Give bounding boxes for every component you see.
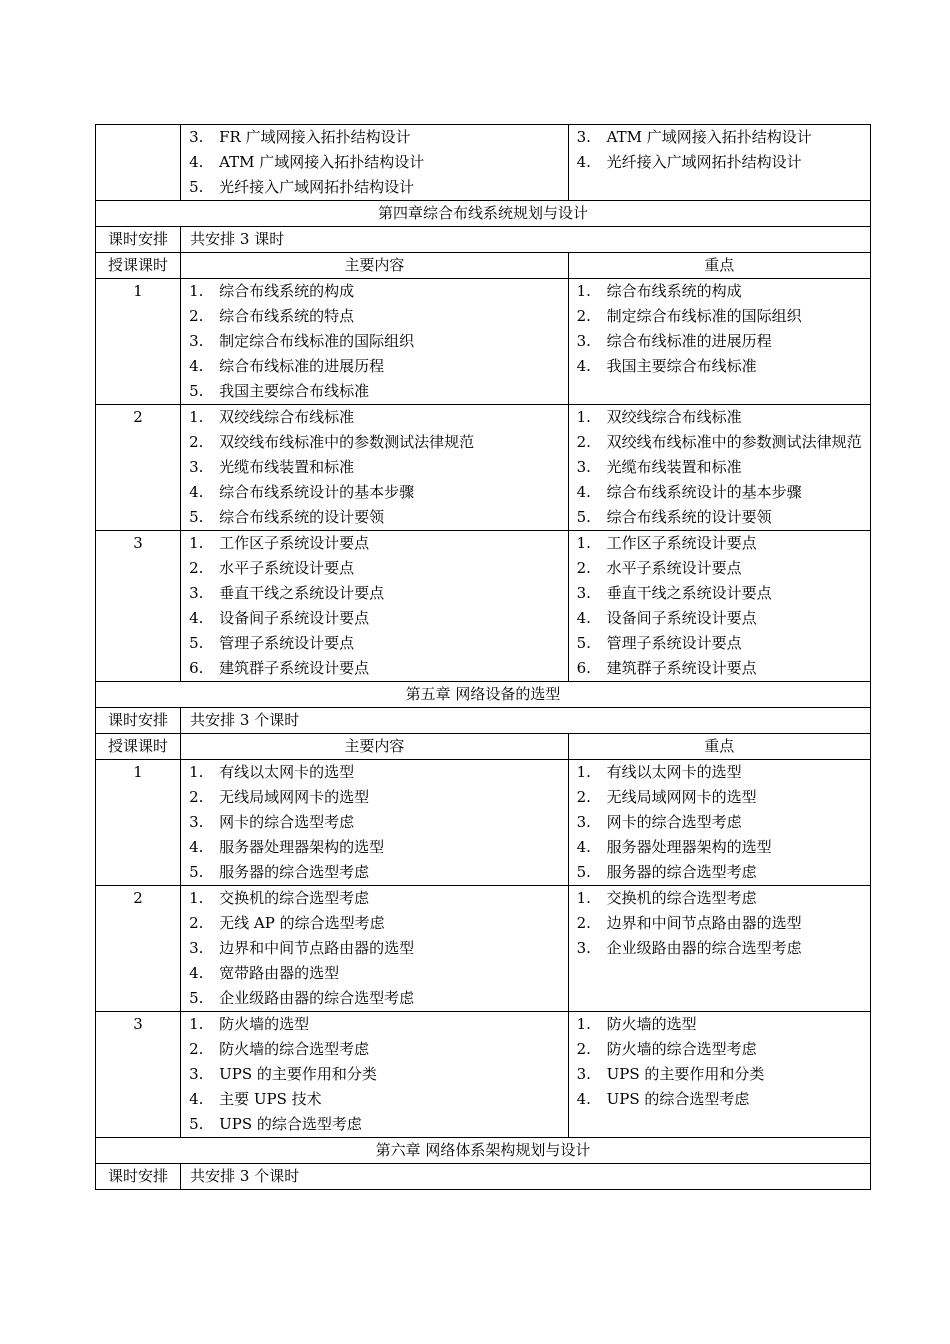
list-item <box>577 455 870 480</box>
header-focus: 重点 <box>568 253 870 279</box>
header-hours: 授课课时 <box>96 734 181 760</box>
item-text: 设备间子系统设计要点 <box>606 609 757 627</box>
item-number: 5. <box>189 634 204 652</box>
item-number: 1. <box>189 534 204 552</box>
chapter-title: 第四章综合布线系统规划与设计 <box>96 201 871 227</box>
content-list <box>181 125 568 200</box>
item-number: 2. <box>576 559 591 577</box>
list-item <box>577 760 870 785</box>
list-item <box>189 631 568 656</box>
item-text: 无线局域网网卡的选型 <box>219 788 370 806</box>
item-number: 3. <box>189 458 204 476</box>
item-text: UPS 的主要作用和分类 <box>219 1065 377 1083</box>
list-item <box>577 835 870 860</box>
item-text: ATM 广域网接入拓扑结构设计 <box>606 128 812 146</box>
header-focus: 重点 <box>568 734 870 760</box>
item-text: 主要 UPS 技术 <box>219 1090 322 1108</box>
item-number: 4. <box>576 609 591 627</box>
item-text: ATM 广域网接入拓扑结构设计 <box>219 153 425 171</box>
list-item <box>189 531 568 556</box>
item-text: 管理子系统设计要点 <box>219 634 355 652</box>
item-text: 双绞线综合布线标准 <box>219 408 355 426</box>
focus-list <box>569 279 870 379</box>
list-item <box>577 810 870 835</box>
focus-list <box>569 405 870 530</box>
item-text: 工作区子系统设计要点 <box>606 534 757 552</box>
item-number: 4. <box>189 609 204 627</box>
item-text: 我国主要综合布线标准 <box>606 357 757 375</box>
list-item <box>189 175 568 200</box>
item-text: 服务器处理器架构的选型 <box>219 838 385 856</box>
list-item <box>189 480 568 505</box>
item-number: 4. <box>189 838 204 856</box>
item-text: 双绞线布线标准中的参数测试法律规范 <box>219 433 475 451</box>
chapter-title-row <box>96 682 871 708</box>
schedule-row <box>96 1164 871 1190</box>
item-text: 防火墙的综合选型考虑 <box>606 1040 757 1058</box>
item-number: 3. <box>576 584 591 602</box>
lesson-content-cell <box>181 405 569 531</box>
item-text: 企业级路由器的综合选型考虑 <box>606 939 802 957</box>
chapter-title: 第五章 网络设备的选型 <box>96 682 871 708</box>
item-number: 3. <box>576 458 591 476</box>
item-text: 光缆布线装置和标准 <box>219 458 355 476</box>
item-number: 4. <box>189 483 204 501</box>
item-number: 2. <box>576 307 591 325</box>
list-item <box>189 606 568 631</box>
lesson-content-cell <box>181 125 569 201</box>
item-text: 服务器的综合选型考虑 <box>219 863 370 881</box>
item-text: 综合布线系统的构成 <box>219 282 355 300</box>
item-number: 1. <box>576 763 591 781</box>
item-text: 有线以太网卡的选型 <box>606 763 742 781</box>
item-text: 交换机的综合选型考虑 <box>606 889 757 907</box>
item-number: 3. <box>189 813 204 831</box>
header-hours: 授课课时 <box>96 253 181 279</box>
item-number: 1. <box>189 1015 204 1033</box>
list-item <box>577 1062 870 1087</box>
lesson-content-cell <box>181 279 569 405</box>
item-number: 6. <box>189 659 204 677</box>
item-number: 5. <box>576 508 591 526</box>
schedule-label: 课时安排 <box>96 708 181 734</box>
item-number: 3. <box>189 128 204 146</box>
list-item <box>577 1087 870 1112</box>
item-number: 4. <box>189 964 204 982</box>
item-number: 3. <box>576 813 591 831</box>
chapter-title: 第六章 网络体系架构规划与设计 <box>96 1138 871 1164</box>
list-item <box>577 125 870 150</box>
item-number: 2. <box>576 914 591 932</box>
list-item <box>577 304 870 329</box>
lesson-content-cell <box>181 760 569 886</box>
lesson-focus-cell <box>568 125 870 201</box>
content-list <box>181 279 568 404</box>
item-text: 边界和中间节点路由器的选型 <box>606 914 802 932</box>
item-text: 垂直干线之系统设计要点 <box>606 584 772 602</box>
schedule-row <box>96 708 871 734</box>
item-number: 5. <box>189 508 204 526</box>
list-item <box>189 581 568 606</box>
lesson-row <box>96 531 871 682</box>
item-number: 1. <box>576 408 591 426</box>
item-number: 5. <box>189 178 204 196</box>
item-number: 4. <box>576 357 591 375</box>
list-item <box>577 430 870 455</box>
list-item <box>577 860 870 885</box>
schedule-text: 共安排 3 个课时 <box>181 1164 871 1190</box>
item-text: 设备间子系统设计要点 <box>219 609 370 627</box>
item-number: 3. <box>189 332 204 350</box>
list-item <box>189 304 568 329</box>
header-content: 主要内容 <box>181 734 569 760</box>
item-text: 综合布线系统的构成 <box>606 282 742 300</box>
item-number: 1. <box>576 282 591 300</box>
lesson-focus-cell <box>568 1012 870 1138</box>
lesson-hours <box>96 125 181 201</box>
content-list <box>181 1012 568 1137</box>
list-item <box>577 480 870 505</box>
syllabus-table-body <box>96 125 871 1190</box>
item-text: 水平子系统设计要点 <box>219 559 355 577</box>
list-item <box>189 1087 568 1112</box>
list-item <box>577 581 870 606</box>
lesson-hours: 2 <box>96 886 181 1012</box>
list-item <box>189 1012 568 1037</box>
item-number: 5. <box>189 1115 204 1133</box>
lesson-row <box>96 405 871 531</box>
item-text: 服务器的综合选型考虑 <box>606 863 757 881</box>
item-text: 综合布线系统的设计要领 <box>606 508 772 526</box>
item-text: 网卡的综合选型考虑 <box>219 813 355 831</box>
item-number: 2. <box>189 559 204 577</box>
item-text: 我国主要综合布线标准 <box>219 382 370 400</box>
item-number: 3. <box>576 332 591 350</box>
item-text: 网卡的综合选型考虑 <box>606 813 742 831</box>
content-list <box>181 760 568 885</box>
item-text: 防火墙的选型 <box>606 1015 697 1033</box>
item-text: 光缆布线装置和标准 <box>606 458 742 476</box>
list-item <box>189 986 568 1011</box>
item-number: 1. <box>189 408 204 426</box>
item-number: 2. <box>576 1040 591 1058</box>
list-item <box>189 835 568 860</box>
item-text: 边界和中间节点路由器的选型 <box>219 939 415 957</box>
chapter-title-row <box>96 201 871 227</box>
list-item <box>189 961 568 986</box>
list-item <box>577 329 870 354</box>
item-number: 5. <box>576 634 591 652</box>
list-item <box>189 556 568 581</box>
focus-list <box>569 886 870 961</box>
lesson-content-cell <box>181 886 569 1012</box>
item-number: 4. <box>576 483 591 501</box>
item-text: 光纤接入广域网拓扑结构设计 <box>219 178 415 196</box>
item-number: 4. <box>189 357 204 375</box>
schedule-label: 课时安排 <box>96 1164 181 1190</box>
item-text: 无线局域网网卡的选型 <box>606 788 757 806</box>
item-number: 4. <box>576 838 591 856</box>
item-number: 3. <box>189 1065 204 1083</box>
list-item <box>189 1037 568 1062</box>
header-content: 主要内容 <box>181 253 569 279</box>
item-number: 5. <box>189 989 204 1007</box>
list-item <box>189 1062 568 1087</box>
item-number: 1. <box>576 534 591 552</box>
table-header-row <box>96 253 871 279</box>
list-item <box>189 505 568 530</box>
item-number: 6. <box>576 659 591 677</box>
item-text: UPS 的综合选型考虑 <box>606 1090 750 1108</box>
list-item <box>577 936 870 961</box>
item-number: 3. <box>576 128 591 146</box>
lesson-hours: 1 <box>96 279 181 405</box>
lesson-row <box>96 886 871 1012</box>
list-item <box>189 279 568 304</box>
list-item <box>577 531 870 556</box>
lesson-row <box>96 760 871 886</box>
item-text: 建筑群子系统设计要点 <box>219 659 370 677</box>
item-text: UPS 的综合选型考虑 <box>219 1115 362 1133</box>
schedule-text: 共安排 3 课时 <box>181 227 871 253</box>
lesson-focus-cell <box>568 886 870 1012</box>
list-item <box>189 405 568 430</box>
item-text: 交换机的综合选型考虑 <box>219 889 370 907</box>
lesson-row <box>96 125 871 201</box>
item-text: 双绞线综合布线标准 <box>606 408 742 426</box>
item-text: 防火墙的综合选型考虑 <box>219 1040 370 1058</box>
list-item <box>189 860 568 885</box>
item-number: 3. <box>576 1065 591 1083</box>
item-number: 5. <box>189 863 204 881</box>
item-number: 1. <box>189 282 204 300</box>
item-text: 综合布线系统设计的基本步骤 <box>606 483 802 501</box>
item-text: 水平子系统设计要点 <box>606 559 742 577</box>
content-list <box>181 886 568 1011</box>
chapter-title-row <box>96 1138 871 1164</box>
item-number: 2. <box>189 1040 204 1058</box>
item-number: 3. <box>189 939 204 957</box>
item-number: 1. <box>189 889 204 907</box>
item-text: 综合布线标准的进展历程 <box>219 357 385 375</box>
list-item <box>189 785 568 810</box>
item-number: 5. <box>576 863 591 881</box>
item-number: 2. <box>189 307 204 325</box>
content-list <box>181 531 568 681</box>
schedule-label: 课时安排 <box>96 227 181 253</box>
item-text: 企业级路由器的综合选型考虑 <box>219 989 415 1007</box>
item-number: 2. <box>576 433 591 451</box>
focus-list <box>569 760 870 885</box>
content-list <box>181 405 568 530</box>
list-item <box>189 1112 568 1137</box>
item-text: 无线 AP 的综合选型考虑 <box>219 914 385 932</box>
item-number: 4. <box>576 1090 591 1108</box>
lesson-content-cell <box>181 531 569 682</box>
list-item <box>577 911 870 936</box>
item-text: 服务器处理器架构的选型 <box>606 838 772 856</box>
list-item <box>577 279 870 304</box>
item-number: 1. <box>189 763 204 781</box>
item-text: 综合布线标准的进展历程 <box>606 332 772 350</box>
list-item <box>189 150 568 175</box>
item-text: 综合布线系统的特点 <box>219 307 355 325</box>
item-text: 防火墙的选型 <box>219 1015 310 1033</box>
item-text: 综合布线系统的设计要领 <box>219 508 385 526</box>
item-number: 3. <box>576 939 591 957</box>
list-item <box>189 656 568 681</box>
item-text: 综合布线系统设计的基本步骤 <box>219 483 415 501</box>
list-item <box>189 125 568 150</box>
list-item <box>577 656 870 681</box>
item-text: 双绞线布线标准中的参数测试法律规范 <box>606 433 862 451</box>
item-text: 有线以太网卡的选型 <box>219 763 355 781</box>
schedule-text: 共安排 3 个课时 <box>181 708 871 734</box>
item-text: 工作区子系统设计要点 <box>219 534 370 552</box>
list-item <box>577 1012 870 1037</box>
item-text: 制定综合布线标准的国际组织 <box>606 307 802 325</box>
list-item <box>189 760 568 785</box>
item-text: 建筑群子系统设计要点 <box>606 659 757 677</box>
lesson-focus-cell <box>568 405 870 531</box>
list-item <box>189 455 568 480</box>
list-item <box>189 379 568 404</box>
list-item <box>577 785 870 810</box>
lesson-row <box>96 279 871 405</box>
list-item <box>577 556 870 581</box>
table-header-row <box>96 734 871 760</box>
schedule-row <box>96 227 871 253</box>
item-number: 2. <box>189 788 204 806</box>
focus-list <box>569 125 870 175</box>
list-item <box>189 886 568 911</box>
item-text: FR 广域网接入拓扑结构设计 <box>219 128 411 146</box>
item-number: 5. <box>189 382 204 400</box>
item-number: 2. <box>576 788 591 806</box>
lesson-focus-cell <box>568 279 870 405</box>
syllabus-table <box>95 124 871 1190</box>
lesson-hours: 2 <box>96 405 181 531</box>
item-text: 垂直干线之系统设计要点 <box>219 584 385 602</box>
list-item <box>577 1037 870 1062</box>
focus-list <box>569 531 870 681</box>
item-text: 宽带路由器的选型 <box>219 964 340 982</box>
lesson-focus-cell <box>568 760 870 886</box>
item-number: 4. <box>189 153 204 171</box>
list-item <box>189 430 568 455</box>
list-item <box>577 354 870 379</box>
list-item <box>577 631 870 656</box>
item-text: 制定综合布线标准的国际组织 <box>219 332 415 350</box>
item-number: 4. <box>189 1090 204 1108</box>
item-text: 管理子系统设计要点 <box>606 634 742 652</box>
item-text: UPS 的主要作用和分类 <box>606 1065 765 1083</box>
item-number: 2. <box>189 433 204 451</box>
lesson-hours: 3 <box>96 531 181 682</box>
list-item <box>189 936 568 961</box>
item-number: 4. <box>576 153 591 171</box>
list-item <box>577 505 870 530</box>
lesson-content-cell <box>181 1012 569 1138</box>
item-number: 2. <box>189 914 204 932</box>
item-number: 3. <box>189 584 204 602</box>
lesson-row <box>96 1012 871 1138</box>
list-item <box>189 911 568 936</box>
list-item <box>577 606 870 631</box>
list-item <box>577 150 870 175</box>
lesson-focus-cell <box>568 531 870 682</box>
list-item <box>189 810 568 835</box>
lesson-hours: 1 <box>96 760 181 886</box>
item-number: 1. <box>576 889 591 907</box>
item-text: 光纤接入广域网拓扑结构设计 <box>606 153 802 171</box>
list-item <box>577 886 870 911</box>
lesson-hours: 3 <box>96 1012 181 1138</box>
focus-list <box>569 1012 870 1112</box>
list-item <box>577 405 870 430</box>
list-item <box>189 329 568 354</box>
item-number: 1. <box>576 1015 591 1033</box>
list-item <box>189 354 568 379</box>
